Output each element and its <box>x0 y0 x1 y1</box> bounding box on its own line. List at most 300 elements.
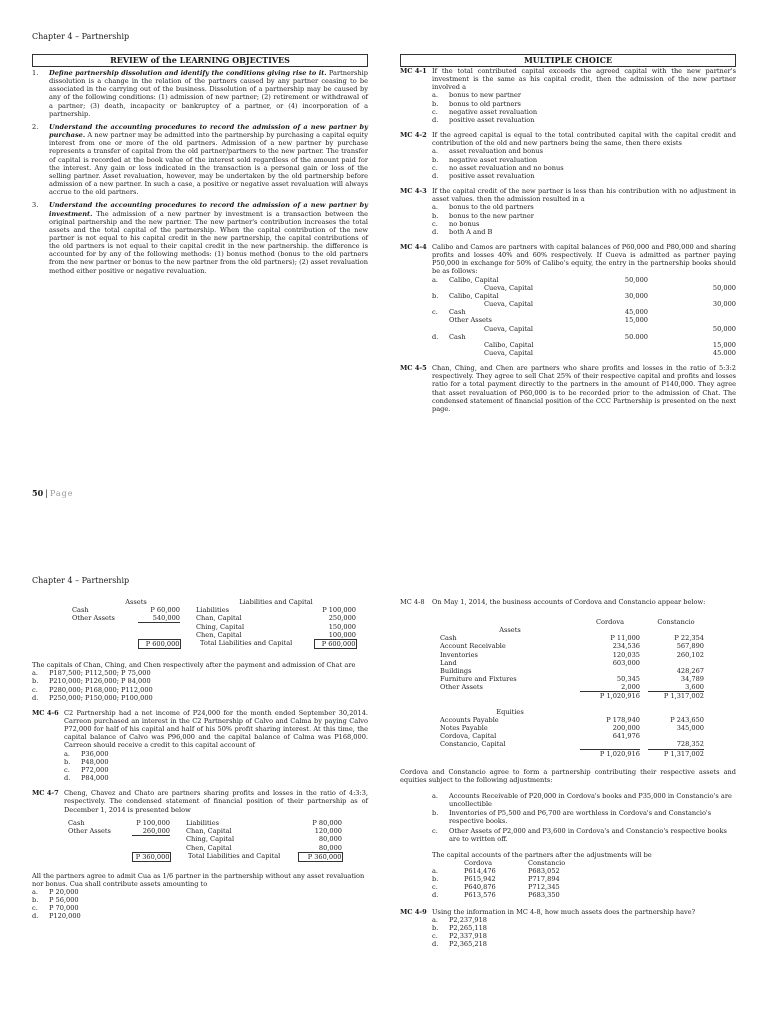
mc-4-5-options <box>32 669 368 702</box>
table-row <box>440 724 704 732</box>
option-text: positive asset revaluation <box>449 171 535 180</box>
row-label: Land <box>440 658 457 667</box>
review-body: The admission of a new partner by investment is a transaction between the original partnership and the new partner. The new partner's contribution increases the total assets and the total capital of the partnership. When the capital contribution of the new partner is not equal to his capital credit in the new partnership, the capital contributions of the old partners is not equal to their capital credit in the new partnership. the difference is accounted for by any of the following methods: (1) bonus method (bonus to the old partners from the new partner or bonus to the new partner from the old partners); (2) asset revaluation method either positive or negative revaluation. <box>49 209 368 275</box>
liab-label: Liabilities and Capital <box>239 598 313 606</box>
ans-col-cordova: Cordova <box>464 859 493 868</box>
constancio-amount <box>648 732 704 740</box>
review-lead: Understand the accounting procedures to record the admission of a new partner by purchase. <box>49 122 368 140</box>
review-item <box>32 123 368 196</box>
option-letter: a. <box>432 203 439 212</box>
credit-amount: 50,000 <box>712 324 736 333</box>
mc-option <box>432 220 736 228</box>
row-label: Constancio, Capital <box>440 740 506 749</box>
cordova-amount: 120,035 <box>612 650 640 659</box>
account-name: Cueva, Capital <box>484 349 534 357</box>
journal-entry <box>432 276 736 292</box>
option-text: P280,000; P168,000; P112,000 <box>49 685 153 694</box>
option-letter: c. <box>64 765 70 774</box>
liab-name: Chan, Capital <box>196 614 242 623</box>
liab-amount: 250,000 <box>328 614 356 623</box>
asset-name: Cash <box>72 606 89 615</box>
review-title: REVIEW of the LEARNING OBJECTIVES <box>32 54 368 67</box>
mc-number: MC 4-3 <box>400 187 427 196</box>
mc-4-9 <box>400 908 736 949</box>
mc-4-8 <box>400 598 736 606</box>
review-column <box>32 54 368 280</box>
review-text <box>49 123 368 196</box>
answer-rows <box>432 867 588 899</box>
row-label: Account Receivable <box>440 642 506 651</box>
mc-question: If the total contributed capital exceeds the agreed capital with the new partner's investment is the same as his capital credit, then the admission of the new partner involved a <box>432 67 736 92</box>
mc-option <box>432 932 736 940</box>
cordova-amount <box>580 667 640 675</box>
debit-amount <box>606 349 648 357</box>
mc-option <box>432 203 736 211</box>
row-label: Furniture and Fixtures <box>440 674 517 683</box>
table-row <box>440 740 704 749</box>
row-label: Inventories <box>440 650 478 659</box>
mc-option <box>432 164 736 172</box>
option-text: both A and B <box>449 227 493 236</box>
mc-question: If the capital credit of the new partner is less than his contribution with no adjustment in asset values. then the admission resulted in a <box>432 187 736 204</box>
table-row <box>440 642 704 650</box>
option-letter: c. <box>432 107 438 116</box>
adjustment-text: Other Assets of P2,000 and P3,600 in Cordova's and Constancio's respective books are to written off. <box>449 826 727 843</box>
constancio-amount: 567,890 <box>676 642 704 651</box>
option-letter: d. <box>32 912 39 921</box>
option-text: bonus to the old partners <box>449 203 534 212</box>
entry-letter <box>432 316 449 324</box>
row-label: Buildings <box>440 666 472 675</box>
option-letter: d. <box>32 693 39 702</box>
mc-4-7 <box>32 789 368 813</box>
option-text: no bonus <box>449 219 480 228</box>
adjustment-item <box>432 809 736 825</box>
mc-option <box>64 774 368 782</box>
mc-option <box>32 694 368 702</box>
mc-option <box>32 904 368 912</box>
table-row <box>440 667 704 675</box>
account-name: Cueva, Capital <box>484 300 534 309</box>
mc-option <box>432 108 736 116</box>
total-equities-cordova: P 1,020,916 <box>580 749 640 758</box>
option-letter: d. <box>432 940 439 949</box>
cordova-amount: 603,000 <box>612 658 640 667</box>
mc-option <box>432 116 736 124</box>
entry-letter: a. <box>432 275 439 284</box>
asset-amount: 260,000 <box>132 827 170 836</box>
table-row <box>440 732 704 740</box>
review-text <box>49 201 368 274</box>
total-equities-constancio: P 1,317,002 <box>648 749 704 758</box>
mc-option <box>32 669 368 677</box>
cordova-amount: P 11,000 <box>610 634 640 643</box>
option-letter: d. <box>432 115 439 124</box>
asset-name: Other Assets <box>68 826 111 835</box>
mc-number: MC 4-7 <box>32 789 59 798</box>
entry-letter <box>432 341 449 349</box>
option-letter: a. <box>432 91 439 100</box>
mc-4-5 <box>400 364 736 413</box>
assets-label: Assets <box>499 626 521 635</box>
debit-amount <box>606 300 648 308</box>
option-letter: d. <box>64 774 71 783</box>
mc-option <box>32 888 368 896</box>
table-row <box>440 651 704 659</box>
constancio-amount: 345,000 <box>676 724 704 733</box>
mc-options <box>432 147 736 180</box>
liab-name: Ching, Capital <box>186 835 235 844</box>
credit-amount: 30,000 <box>712 300 736 309</box>
cordova-constancio-table <box>440 618 704 758</box>
constancio-amount: 260,102 <box>676 650 704 659</box>
constancio-amount: P 243,650 <box>670 716 704 725</box>
option-letter: d. <box>432 227 439 236</box>
mc-question: C2 Partnership had a net income of P24,000 for the month ended September 30,2014. Carreon purchased an interest in the C2 Partnership of Calvo and Calma by paying Calvo P72,000 for half of his capital and half of his 50% profit sharing interest. At this time, the capital balance of Calvo was P96,000 and the capital balance of Calma was P168,000. Carreon should receive a credit to this capital account of <box>64 708 368 750</box>
row-label: Notes Payable <box>440 724 488 733</box>
mc-option <box>432 172 736 180</box>
journal-entry <box>432 333 736 357</box>
mc-option <box>432 212 736 220</box>
option-letter: b. <box>432 211 439 220</box>
option-text: P2,337,918 <box>449 932 487 940</box>
answer-row <box>432 867 588 875</box>
mc-number: MC 4-9 <box>400 907 427 916</box>
liab-amount: P 80,000 <box>312 818 342 827</box>
answer-cordova: P615,942 <box>464 875 496 884</box>
review-number: 1. <box>32 69 39 77</box>
mc-question: Calibo and Camos are partners with capital balances of P60,000 and P80,000 and sharing profits and losses 40% and 60% respectively. If Cueva is admitted as partner paying P50,000 in exchange for 50% of Calibo's equity, the entry in the partnership books should be as follows: <box>432 242 736 276</box>
mc-4-8-question2: Cordova and Constancio agree to form a partnership contributing their respective assets and equities subject to the following adjustments: <box>400 767 736 784</box>
mc-options <box>64 750 368 783</box>
credit-amount <box>648 308 736 316</box>
option-letter: c. <box>432 219 438 228</box>
equities-label: Equities <box>496 708 524 717</box>
mc-question: Using the information in MC 4-8, how much assets does the partnership have? <box>432 907 696 916</box>
account-name: Cash <box>449 308 466 317</box>
mc-option <box>432 91 736 99</box>
credit-amount: 15,000 <box>712 340 736 349</box>
mc-4-7-question2: All the partners agree to admit Cua as 1/6 partner in the partnership without any asset revaluation nor bonus. Cua shall contribute assets amounting to <box>32 871 365 888</box>
account-name: Cueva, Capital <box>484 283 534 292</box>
journal-line <box>432 316 736 324</box>
account-name: Cueva, Capital <box>484 324 534 333</box>
option-letter: c. <box>32 685 38 694</box>
mc-number: MC 4-1 <box>400 67 427 75</box>
ans-col-constancio: Constancio <box>528 859 566 868</box>
mc-option <box>432 228 736 236</box>
adjustment-text: Inventories of P5,500 and P6,700 are worthless in Cordova's and Constancio's respective books. <box>449 809 712 826</box>
total-assets: P 360,000 <box>132 852 170 861</box>
page-51 <box>0 512 768 1024</box>
page-number: 50 <box>32 488 44 498</box>
review-item <box>32 69 368 118</box>
table-row <box>440 716 704 724</box>
answer-letter: c. <box>432 883 438 892</box>
option-letter: b. <box>432 155 439 164</box>
mc-4-8-question3: The capital accounts of the partners after the adjustments will be <box>432 850 652 859</box>
mc-option <box>32 912 368 920</box>
mc-list <box>400 67 736 236</box>
review-item <box>32 201 368 274</box>
constancio-amount: P 22,354 <box>674 634 704 643</box>
option-text: P72,000 <box>81 765 109 774</box>
page-footer: 50 | Page <box>32 488 74 498</box>
total-liab: P 600,000 <box>314 639 356 648</box>
entry-letter <box>432 300 449 308</box>
journal-entries <box>432 276 736 358</box>
option-text: positive asset revaluation <box>449 115 535 124</box>
option-letter: b. <box>32 896 39 905</box>
total-label: Total Liabilities and Capital <box>188 852 281 861</box>
mc-4-5-question: The capitals of Chan, Ching, and Chen respectively after the payment and admission of Chat are <box>32 661 356 670</box>
mc-number: MC 4-2 <box>400 131 427 140</box>
review-lead: Define partnership dissolution and identify the conditions giving rise to it. <box>49 69 327 77</box>
option-text: P 70,000 <box>49 904 79 913</box>
asset-name: Other Assets <box>72 614 115 623</box>
review-body: Partnership dissolution is a change in the relation of the partners caused by any partner ceasing to be associated in the carrying out of the business. Dissolution of a partnership may be caused by any of the following conditions: (1) admission of new partner; (2) retirement or withdrawal of a partner; (3) death, incapacity or bankruptcy of a partner, or (4) incorporation of a partnership. <box>49 69 369 118</box>
liab-name: Chan, Capital <box>186 826 232 835</box>
cordova-amount: 200,000 <box>612 724 640 733</box>
mc-column <box>400 54 736 420</box>
debit-amount: 50,000 <box>624 275 648 284</box>
option-text: P187,500; P112,500; P 75,000 <box>49 669 151 678</box>
option-text: no asset revaluation and no bonus <box>449 163 564 172</box>
page-word: Page <box>49 489 74 498</box>
journal-line <box>432 308 736 316</box>
option-text: P 20,000 <box>49 888 79 896</box>
credit-amount <box>648 276 736 284</box>
liab-name: Liabilities <box>186 818 220 827</box>
mc-option <box>432 940 736 948</box>
journal-line <box>432 325 736 333</box>
journal-line <box>432 341 736 349</box>
asset-amount: 540,000 <box>138 614 180 623</box>
liab-amount: 120,000 <box>314 826 342 835</box>
right-column-page2 <box>400 598 736 955</box>
option-text: P2,365,218 <box>449 940 487 949</box>
debit-amount <box>606 284 648 292</box>
journal-line <box>432 300 736 308</box>
liab-amount: 80,000 <box>298 844 342 853</box>
mc-option <box>32 896 368 904</box>
review-list <box>32 69 368 275</box>
mc-option <box>64 750 368 758</box>
answer-cordova: P613,576 <box>464 891 496 900</box>
equities-rows <box>440 716 704 749</box>
answer-constancio: P683,350 <box>528 891 560 900</box>
option-letter: b. <box>432 99 439 108</box>
option-letter: a. <box>432 915 439 924</box>
liab-amount: 100,000 <box>314 631 356 640</box>
debit-amount: 30,000 <box>624 291 648 300</box>
total-liab: P 360,000 <box>298 852 342 861</box>
mc-option <box>64 766 368 774</box>
journal-line <box>432 276 736 284</box>
account-name: Calibo, Capital <box>449 291 499 300</box>
option-text: P48,000 <box>81 757 109 766</box>
cordova-amount: 234,536 <box>612 642 640 651</box>
row-label: Cordova, Capital <box>440 732 497 741</box>
adjustment-letter: a. <box>432 791 439 800</box>
credit-amount: 45.000 <box>712 349 736 357</box>
option-text: P 56,000 <box>49 896 79 905</box>
option-text: negative asset revaluation <box>449 155 538 164</box>
account-name: Cash <box>449 332 466 341</box>
answer-cordova: P614,476 <box>464 867 496 876</box>
entry-letter: d. <box>432 332 439 341</box>
mc-option <box>32 677 368 685</box>
mc-title: MULTIPLE CHOICE <box>400 54 736 67</box>
adjustment-item <box>432 792 736 808</box>
adjustment-item <box>432 827 736 843</box>
mc-option <box>64 758 368 766</box>
review-number: 3. <box>32 201 39 210</box>
liab-amount: 80,000 <box>318 835 342 844</box>
entry-letter <box>432 349 449 357</box>
balance-sheet-ccc <box>72 598 357 649</box>
answer-constancio: P683,052 <box>528 867 560 876</box>
row-label: Other Assets <box>440 682 483 691</box>
answer-letter: b. <box>432 875 439 884</box>
mc-4-7-options <box>32 888 368 921</box>
option-letter: d. <box>432 171 439 180</box>
option-text: bonus to new partner <box>449 91 522 100</box>
adjustments-list <box>432 792 736 843</box>
mc-option <box>432 916 736 924</box>
option-text: P84,000 <box>81 774 109 783</box>
option-letter: a. <box>32 888 39 896</box>
assets-label: Assets <box>125 598 147 606</box>
assets-rows <box>440 634 704 691</box>
liab-amount: 150,000 <box>328 622 356 631</box>
total-assets-constancio: P 1,317,002 <box>648 692 704 701</box>
option-text: P250,000; P150,000; P100,000 <box>49 693 153 702</box>
option-letter: c. <box>432 163 438 172</box>
mc-option <box>432 156 736 164</box>
total-assets-cordova: P 1,020,916 <box>580 692 640 701</box>
answer-cordova: P640,876 <box>464 883 496 892</box>
answer-constancio: P717,894 <box>528 875 560 884</box>
debit-amount: 50.000 <box>624 332 648 341</box>
asset-name: Cash <box>68 818 85 827</box>
total-assets: P 600,000 <box>138 639 180 648</box>
balance-sheet-mc47 <box>68 819 343 862</box>
credit-amount <box>648 333 736 341</box>
cordova-amount: 50,345 <box>616 674 640 683</box>
option-text: P2,237,918 <box>449 915 487 924</box>
entry-letter: b. <box>432 291 439 300</box>
constancio-amount: 728,352 <box>676 740 704 749</box>
journal-entry <box>432 292 736 308</box>
option-text: P2,265,118 <box>449 923 487 932</box>
mc-4-4 <box>400 243 736 357</box>
account-name: Other Assets <box>449 316 492 325</box>
chapter-header: Chapter 4 – Partnership <box>32 32 130 41</box>
mc-question: Cheng, Chavez and Chato are partners sharing profits and losses in the ratio of 4:3:3, respectively. The condensed statement of financial position of their partnership as of December 1, 2014 is presented below <box>64 789 368 814</box>
liab-name: Chen, Capital <box>196 630 242 639</box>
journal-line <box>432 284 736 292</box>
answer-letter: a. <box>432 867 439 876</box>
liab-name: Chen, Capital <box>186 843 232 852</box>
option-letter: b. <box>432 923 439 932</box>
entry-letter <box>432 325 449 333</box>
journal-line <box>432 292 736 300</box>
journal-entry <box>432 308 736 332</box>
chapter-header: Chapter 4 – Partnership <box>32 576 130 585</box>
option-letter: a. <box>64 749 71 758</box>
debit-amount <box>606 341 648 349</box>
mc-option <box>32 686 368 694</box>
cordova-amount <box>580 740 640 749</box>
answer-constancio: P712,345 <box>528 883 560 892</box>
mc-question: On May 1, 2014, the business accounts of Cordova and Constancio appear below: <box>432 598 706 606</box>
liab-amount: P 100,000 <box>322 606 356 615</box>
review-body: A new partner may be admitted into the partnership by purchasing a capital equity interest from one or more of the old partners. Admission of a new partner by purchase represents a transfer of capital from the old partner/partners to the new partner. The transfer of capital is recorded at the book value of the interest sold regardless of the amount paid for the interest. Any gain or loss indicated in the transaction is a personal gain or loss of the selling partner. Asset revaluation, however, may be undertaken by the old partnership before admission of a new partner. In such a case, a positive or negative asset revaluation will always accrue to the old partners. <box>49 131 368 197</box>
row-label: Accounts Payable <box>440 716 499 725</box>
mc-option <box>432 100 736 108</box>
option-text: P36,000 <box>81 749 109 758</box>
mc-options <box>432 916 736 949</box>
option-text: negative asset revaluation <box>449 107 538 116</box>
mc-item <box>400 187 736 236</box>
mc-number: MC 4-4 <box>400 242 427 251</box>
mc-question: If the agreed capital is equal to the total contributed capital with the capital credit and contribution of the old and new partners being the same, then there exists <box>432 131 736 148</box>
adjustment-letter: b. <box>432 809 439 818</box>
option-letter: c. <box>32 904 38 913</box>
mc-question: Chan, Ching, and Chen are partners who share profits and losses in the ratio of 5:3:2 respectively. They agree to sell Chat 25% of their respective capital and profits and losses ratio for a total payment directly to the partners in the amount of P140,000. They agree that asset revaluation of P60,000 is to be recorded prior to the admission of Chat. The condensed statement of financial position of the CCC Partnership is presented on the next page. <box>432 364 736 413</box>
option-letter: a. <box>432 147 439 156</box>
mc-option <box>432 147 736 155</box>
constancio-amount: 34,789 <box>680 674 704 683</box>
liab-name: Ching, Capital <box>196 622 245 631</box>
adjustment-letter: c. <box>432 826 438 835</box>
option-text: P210,000; P126,000; P 84,000 <box>49 677 151 686</box>
option-letter: c. <box>432 932 438 940</box>
mc-item <box>400 131 736 180</box>
answer-row <box>432 883 588 891</box>
option-text: P120,000 <box>49 912 81 921</box>
answer-row <box>432 875 588 883</box>
cordova-amount: P 178,940 <box>606 716 640 725</box>
review-text <box>49 69 368 118</box>
mc-number: MC 4-5 <box>400 364 427 373</box>
account-name: Calibo, Capital <box>484 340 534 349</box>
asset-amount: P 100,000 <box>136 818 170 827</box>
mc-number: MC 4-6 <box>32 708 59 717</box>
cordova-amount: 2,000 <box>621 682 640 691</box>
option-text: bonus to old partners <box>449 99 521 108</box>
mc-4-6 <box>32 709 368 782</box>
mc-number: MC 4-8 <box>400 598 425 606</box>
constancio-amount: 428,267 <box>676 666 704 675</box>
mc-item <box>400 67 736 124</box>
answer-row <box>432 891 588 899</box>
journal-line <box>432 333 736 341</box>
mc-options <box>432 91 736 124</box>
credit-amount <box>648 316 736 324</box>
option-letter: b. <box>64 757 71 766</box>
table-row <box>440 675 704 683</box>
adjustment-text: Accounts Receivable of P20,000 in Cordova's books and P35,000 in Constancio's are uncollectible <box>449 791 732 809</box>
option-letter: b. <box>32 677 39 686</box>
liab-name: Liabilities <box>196 606 230 615</box>
option-text: asset revaluation and bonus <box>449 147 543 156</box>
asset-amount: P 60,000 <box>150 606 180 615</box>
mc-4-8-answers <box>432 859 588 899</box>
account-name: Calibo, Capital <box>449 275 499 284</box>
journal-line <box>432 349 736 357</box>
